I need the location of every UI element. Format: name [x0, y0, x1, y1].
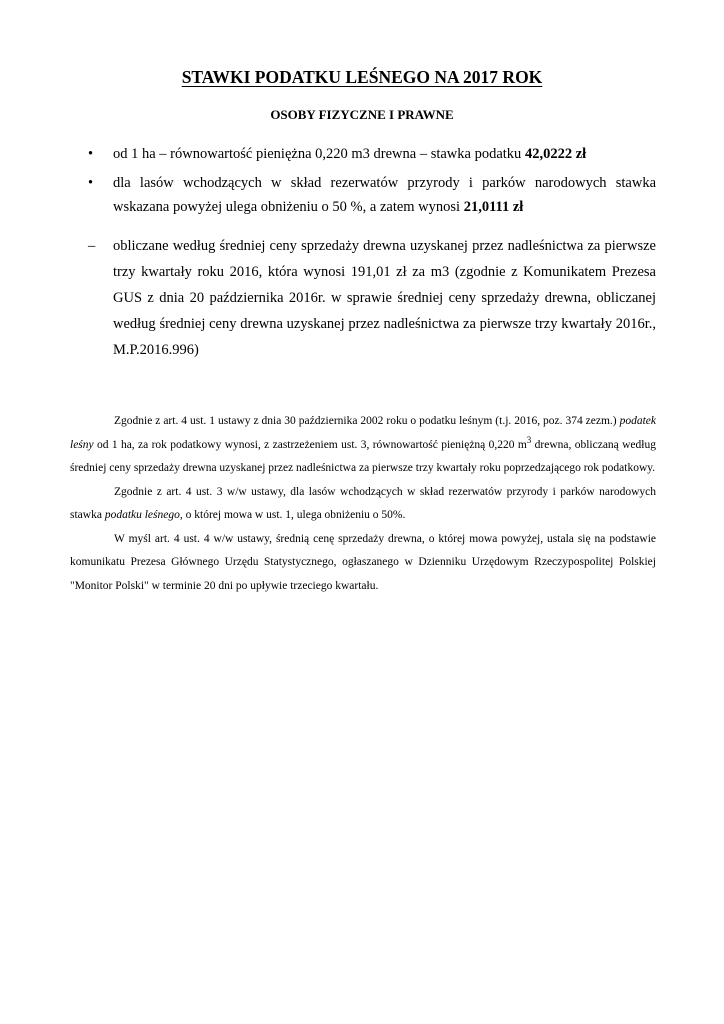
bullet-text: od 1 ha – równowartość pieniężna 0,220 m3 drewna – stawka podatku	[113, 146, 525, 162]
bullet-item-standard-rate	[88, 142, 656, 167]
bullet-text: dla lasów wchodzących w skład rezerwatów przyrody i parków narodowych stawka wskazana powyżej ulega obniżeniu o 50 %, a zatem wynosi	[113, 174, 656, 215]
dash-marker: –	[88, 238, 96, 254]
reduced-rate-value: 21,0111 zł	[463, 199, 524, 215]
legal-text: Zgodnie z art. 4 ust. 3 w/w ustawy, dla lasów wchodzących w skład rezerwatów przyrody i parków narodowych stawka	[70, 485, 656, 521]
bullet-marker: •	[88, 174, 94, 191]
legal-text: od 1 ha, za rok podatkowy wynosi, z zastrzeżeniem ust. 3, równowartość pieniężną 0,220 m	[93, 438, 527, 451]
legal-basis-section	[70, 410, 656, 598]
legal-paragraph-1	[70, 410, 656, 481]
bullet-marker: •	[88, 146, 94, 162]
document-title: STAWKI PODATKU LEŚNEGO NA 2017 ROK	[181, 67, 543, 87]
superscript-exponent: 3	[526, 434, 532, 445]
legal-paragraph-3: W myśl art. 4 ust. 4 w/w ustawy, średnią cenę sprzedaży drewna, o której mowa powyżej, ustala się na podstawie komunikatu Prezesa Głównego Urzędu Statystycznego, ogłaszanego w Dzienniku Urzędowym Rzeczypospolitej Polskiej "Monitor Polski" w terminie 20 dni po upływie trzeciego kwartału.	[70, 532, 656, 592]
legal-text: , o której mowa w ust. 1, ulega obniżeniu o 50%.	[179, 509, 406, 521]
italic-term: podatku leśnego	[104, 509, 180, 521]
italic-term: podatek leśny	[70, 415, 656, 451]
rate-bullet-list	[88, 142, 656, 224]
legal-paragraph-2	[70, 481, 656, 528]
document-subtitle: OSOBY FIZYCZNE I PRAWNE	[270, 107, 454, 122]
calculation-note-text: obliczane według średniej ceny sprzedaży drewna uzyskanej przez nadleśnictwa za pierwsze trzy kwartały roku 2016, która wynosi 191,01 zł za m3 (zgodnie z Komunikatem Prezesa GUS z dnia 20 października 2016r. w sprawie średniej ceny sprzedaży drewna, obliczanej według średniej ceny drewna uzyskanej przez nadleśnictwa za pierwsze trzy kwartały 2016r., M.P.2016.996)	[113, 238, 656, 358]
calculation-note	[88, 233, 656, 363]
legal-text: drewna, obliczaną według średniej ceny sprzedaży drewna uzyskanej przez nadleśnictwa za pierwsze trzy kwartały roku poprzedzającego rok podatkowy.	[70, 438, 656, 474]
bullet-item-reduced-rate	[88, 171, 656, 220]
standard-rate-value: 42,0222 zł	[524, 146, 587, 162]
legal-text: Zgodnie z art. 4 ust. 1 ustawy z dnia 30 października 2002 roku o podatku leśnym (t.j. 2016, poz. 374 zezm.)	[114, 415, 620, 427]
